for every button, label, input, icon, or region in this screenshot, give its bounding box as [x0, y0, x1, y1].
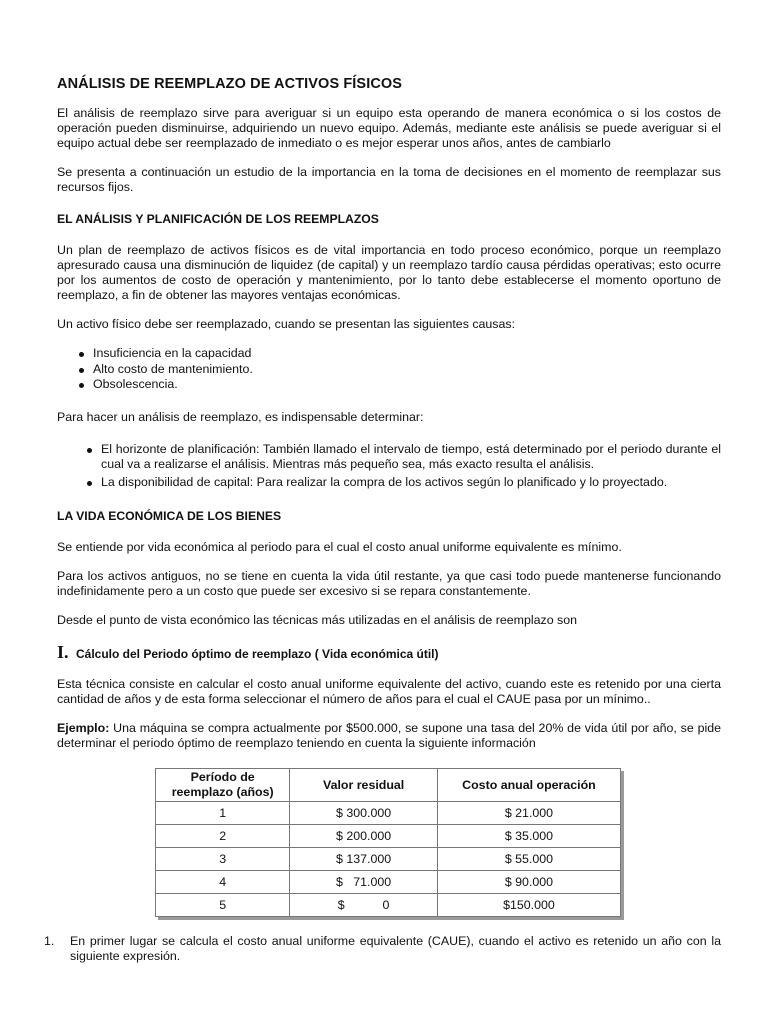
causes-list [57, 346, 721, 393]
section-heading-economic-life: LA VIDA ECONÓMICA DE LOS BIENES [57, 509, 282, 523]
column-header-period: Período de reemplazo (años) [156, 769, 290, 802]
table-cell: $ 90.000 [437, 871, 620, 894]
table-cell: $ 35.000 [437, 825, 620, 848]
table-header-row [156, 769, 621, 802]
requirements-list [57, 442, 721, 491]
column-header-residual-value: Valor residual [290, 769, 438, 802]
table-row [156, 894, 621, 917]
table-cell: 3 [156, 848, 290, 871]
replacement-data-table [155, 768, 621, 917]
intro-paragraph-1: El análisis de reemplazo sirve para averiguar si un equipo esta operando de manera económica o si los costos de operación pueden disminuirse, adquiriendo un nuevo equipo. Además, mediante este análisis se puede averiguar si el equipo actual debe ser reemplazado de inmediato o es mejor esperar unos años, antes de cambiarlo [57, 106, 721, 150]
table-cell: $ 71.000 [290, 871, 438, 894]
technique-heading [57, 642, 721, 663]
numbered-step [44, 934, 721, 964]
table-cell: $ 0 [290, 894, 438, 917]
economic-life-paragraph-1: Se entiende por vida económica al periodo para el cual el costo anual uniforme equivalente es mínimo. [57, 540, 622, 554]
table-cell: $150.000 [437, 894, 620, 917]
table-cell: $ 300.000 [290, 802, 438, 825]
planning-paragraph-1: Un plan de reemplazo de activos físicos es de vital importancia en todo proceso económico, porque un reemplazo apresurado causa una disminución de liquidez (de capital) y un reemplazo tardío causa pérdidas operativas; esto ocurre por los aumentos de costo de operación y mantenimiento, por lo tanto debe establecerse el momento oportuno de reemplazo, a fin de obtener las mayores ventajas económicas. [57, 243, 721, 302]
example-paragraph [57, 721, 721, 751]
intro-paragraph-2: Se presenta a continuación un estudio de la importancia en la toma de decisiones en el momento de reemplazar sus recursos fijos. [57, 165, 721, 194]
document-page [44, 76, 721, 964]
list-item: El horizonte de planificación: También llamado el intervalo de tiempo, está determinado por el periodo durante el cual va a realizarse el análisis. Mientras más pequeño sea, más exacto resulta el análisis. [57, 442, 721, 473]
table-cell: 4 [156, 871, 290, 894]
list-item: La disponibilidad de capital: Para realizar la compra de los activos según lo planificado y lo proyectado. [57, 475, 721, 491]
table-cell: $ 55.000 [437, 848, 620, 871]
planning-paragraph-2: Un activo físico debe ser reemplazado, cuando se presentan las siguientes causas: [57, 317, 516, 331]
section-heading-planning: EL ANÁLISIS Y PLANIFICACIÓN DE LOS REEMPLAZOS [57, 212, 379, 226]
technique-title: Cálculo del Periodo óptimo de reemplazo ( Vida económica útil) [76, 647, 439, 661]
document-title: ANÁLISIS DE REEMPLAZO DE ACTIVOS FÍSICOS [57, 76, 403, 92]
table-row [156, 802, 621, 825]
table-cell: 2 [156, 825, 290, 848]
table-cell: 1 [156, 802, 290, 825]
roman-numeral: I. [57, 642, 69, 662]
step-number: 1. [44, 934, 55, 948]
economic-life-paragraph-3: Desde el punto de vista económico las técnicas más utilizadas en el análisis de reemplazo son [57, 613, 578, 627]
step-text: En primer lugar se calcula el costo anual uniforme equivalente (CAUE), cuando el activo es retenido un año con la siguiente expresión. [70, 934, 721, 963]
table-cell: $ 21.000 [437, 802, 620, 825]
table-row [156, 848, 621, 871]
table-row [156, 871, 621, 894]
example-text: Una máquina se compra actualmente por $500.000, se supone una tasa del 20% de vida útil por año, se pide determinar el periodo óptimo de reemplazo teniendo en cuenta la siguiente información [57, 721, 721, 750]
table-cell: $ 200.000 [290, 825, 438, 848]
technique-paragraph: Esta técnica consiste en calcular el costo anual uniforme equivalente del activo, cuando este es retenido por una cierta cantidad de años y de esta forma seleccionar el número de años para el cual el CAUE pasa por un mínimo.. [57, 677, 721, 706]
list-item: Insuficiencia en la capacidad [57, 346, 721, 362]
list-item: Alto costo de mantenimiento. [57, 362, 721, 378]
economic-life-paragraph-2: Para los activos antiguos, no se tiene en cuenta la vida útil restante, ya que casi todo puede mantenerse funcionando indefinidamente pero a un costo que puede ser excesivo si se repara constantemente. [57, 569, 721, 598]
list-item: Obsolescencia. [57, 377, 721, 393]
example-label: Ejemplo: [57, 721, 110, 735]
column-header-operating-cost: Costo anual operación [437, 769, 620, 802]
table-cell: 5 [156, 894, 290, 917]
table-row [156, 825, 621, 848]
table-cell: $ 137.000 [290, 848, 438, 871]
planning-paragraph-3: Para hacer un análisis de reemplazo, es indispensable determinar: [57, 409, 424, 424]
